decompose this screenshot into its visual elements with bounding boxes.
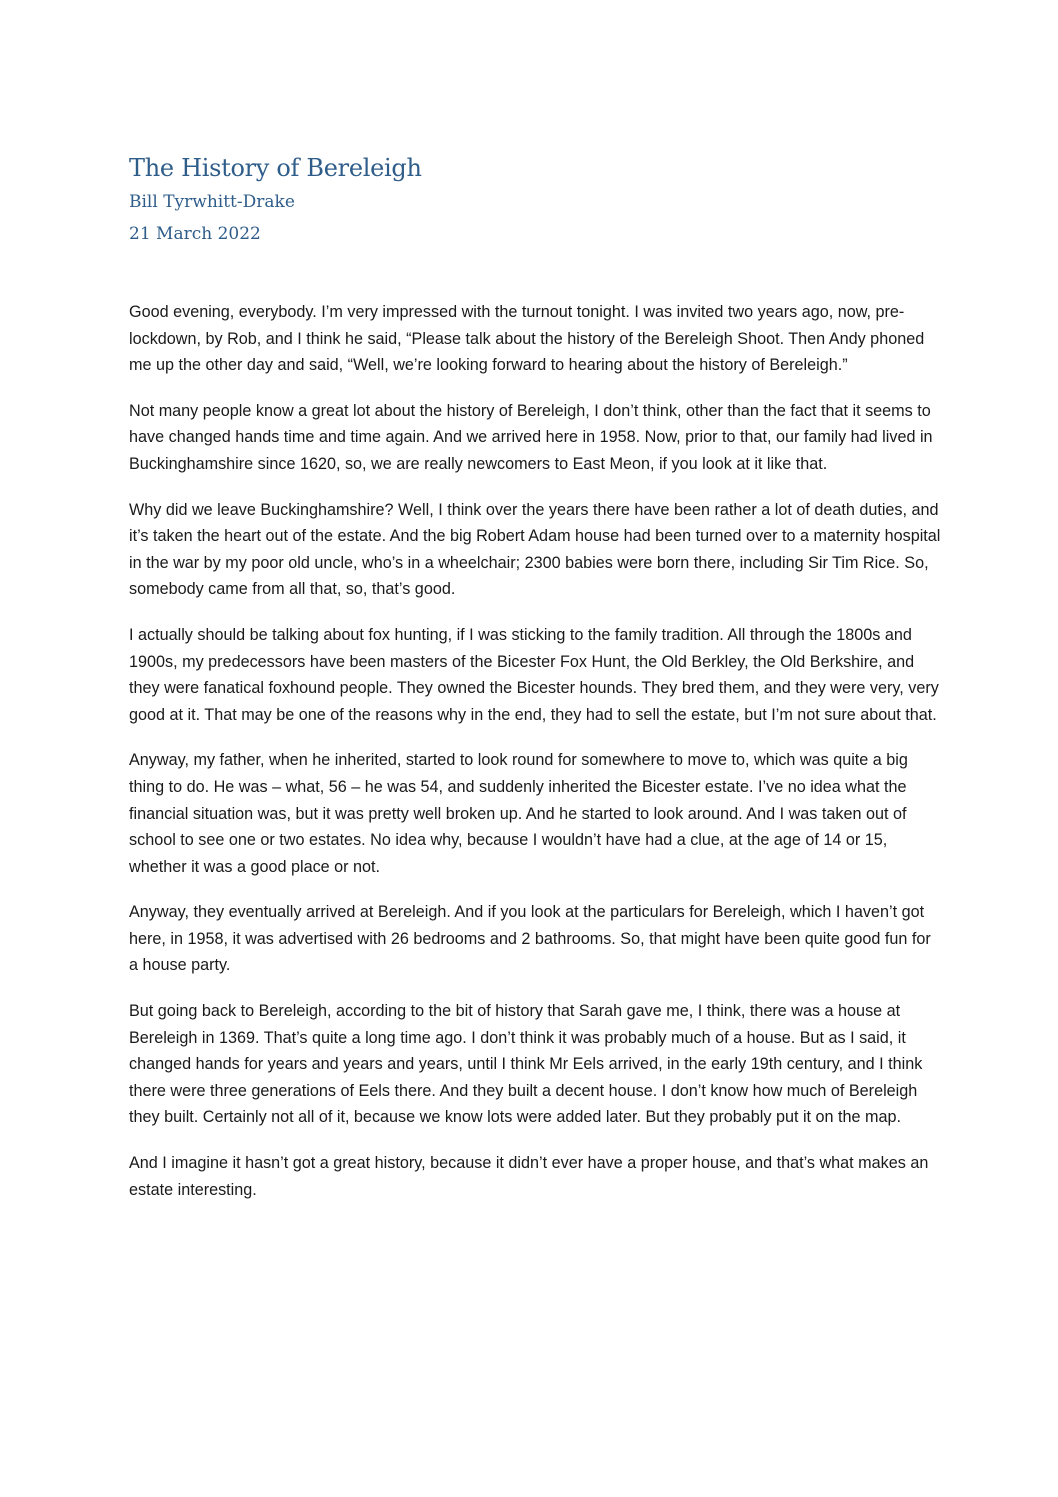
- paragraph: I actually should be talking about fox hunting, if I was sticking to the family tradition. All through the 1800s and 1900s, my predecessors have been masters of the Bicester Fox Hunt, the Old Berkley, the Old Berkshire, and they were fanatical foxhound people. They owned the Bicester hounds. They bred them, and they were very, very good at it. That may be one of the reasons why in the end, they had to sell the estate, but I’m not sure about that.: [129, 625, 939, 724]
- document-header: [129, 150, 929, 250]
- paragraph: Anyway, my father, when he inherited, started to look round for somewhere to move to, which was quite a big thing to do. He was – what, 56 – he was 54, and suddenly inherited the Bicester estate. I’ve no idea what the financial situation was, but it was pretty well broken up. And he started to look around. And I was taken out of school to see one or two estates. No idea why, because I wouldn’t have had a clue, at the age of 14 or 15, whether it was a good place or not.: [129, 751, 908, 876]
- paragraph: Why did we leave Buckinghamshire? Well, I think over the years there have been rather a lot of death duties, and it’s taken the heart out of the estate. And the big Robert Adam house had been turned over to a maternity hospital in the war by my poor old uncle, who’s in a wheelchair; 2300 babies were born there, including Sir Tim Rice. So, somebody came from all that, so, that’s good.: [129, 500, 941, 599]
- page-title: The History of Bereleigh: [129, 154, 422, 182]
- paragraph: And I imagine it hasn’t got a great history, because it didn’t ever have a proper house, and that’s what makes an estate interesting.: [129, 1154, 929, 1199]
- document-date: 21 March 2022: [129, 224, 261, 244]
- author-name: Bill Tyrwhitt-Drake: [129, 192, 295, 212]
- document-body: [129, 299, 941, 1222]
- paragraph: But going back to Bereleigh, according to the bit of history that Sarah gave me, I think, there was a house at Bereleigh in 1369. That’s quite a long time ago. I don’t think it was probably much of a house. But as I said, it changed hands for years and years and years, until I think Mr Eels arrived, in the early 19th century, and I think there were three generations of Eels there. And they built a decent house. I don’t know how much of Bereleigh they built. Certainly not all of it, because we know lots were added later. But they probably put it on the map.: [129, 1002, 923, 1127]
- paragraph: Good evening, everybody. I’m very impressed with the turnout tonight. I was invited two years ago, now, pre-lockdown, by Rob, and I think he said, “Please talk about the history of the Bereleigh Shoot. Then Andy phoned me up the other day and said, “Well, we’re looking forward to hearing about the history of Bereleigh.”: [129, 303, 925, 375]
- paragraph: Not many people know a great lot about the history of Bereleigh, I don’t think, other than the fact that it seems to have changed hands time and time again. And we arrived here in 1958. Now, prior to that, our family had lived in Buckinghamshire since 1620, so, we are really newcomers to East Meon, if you look at it like that.: [129, 401, 933, 473]
- paragraph: Anyway, they eventually arrived at Bereleigh. And if you look at the particulars for Bereleigh, which I haven’t got here, in 1958, it was advertised with 26 bedrooms and 2 bathrooms. So, that might have been quite good fun for a house party.: [129, 903, 931, 975]
